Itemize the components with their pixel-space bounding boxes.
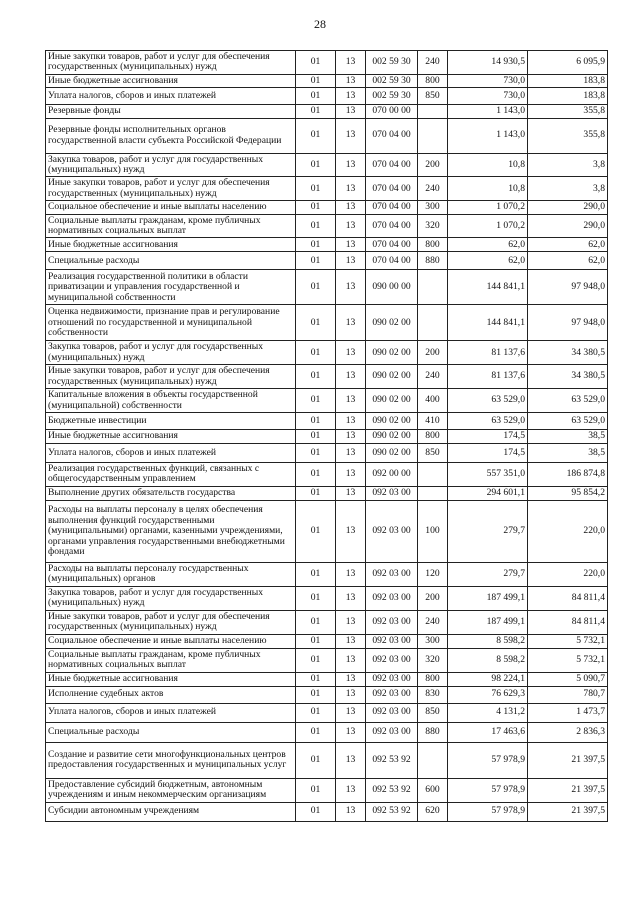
section-code: 01	[296, 305, 336, 341]
table-row	[46, 742, 608, 778]
row-name: Предоставление субсидий бюджетным, автономным учреждениям и иным некоммерческим организациям	[46, 778, 296, 802]
target-article-code: 070 04 00	[366, 214, 418, 238]
row-name: Расходы на выплаты персоналу государственных (муниципальных) органов	[46, 562, 296, 586]
row-name: Субсидии автономным учреждениям	[46, 802, 296, 821]
amount-planned: 8 598,2	[448, 634, 528, 648]
amount-executed: 220,0	[528, 500, 608, 562]
expense-type-code: 800	[418, 672, 448, 686]
amount-planned: 279,7	[448, 500, 528, 562]
table-row	[46, 778, 608, 802]
target-article-code: 092 53 92	[366, 742, 418, 778]
target-article-code: 092 53 92	[366, 778, 418, 802]
table-row	[46, 648, 608, 672]
amount-planned: 17 463,6	[448, 722, 528, 742]
amount-executed: 97 948,0	[528, 270, 608, 305]
amount-executed: 290,0	[528, 214, 608, 238]
subsection-code: 13	[336, 389, 366, 413]
section-code: 01	[296, 742, 336, 778]
subsection-code: 13	[336, 742, 366, 778]
table-row	[46, 238, 608, 252]
expense-type-code: 850	[418, 703, 448, 722]
target-article-code: 092 03 00	[366, 703, 418, 722]
amount-planned: 187 499,1	[448, 586, 528, 610]
table-row	[46, 672, 608, 686]
expense-type-code: 200	[418, 153, 448, 177]
table-row	[46, 586, 608, 610]
row-name: Уплата налогов, сборов и иных платежей	[46, 88, 296, 105]
section-code: 01	[296, 429, 336, 443]
table-row	[46, 500, 608, 562]
section-code: 01	[296, 412, 336, 429]
target-article-code: 070 04 00	[366, 118, 418, 153]
expense-type-code: 800	[418, 238, 448, 252]
expense-type-code: 240	[418, 51, 448, 75]
section-code: 01	[296, 778, 336, 802]
target-article-code: 090 02 00	[366, 443, 418, 462]
target-article-code: 092 03 00	[366, 686, 418, 703]
target-article-code: 092 03 00	[366, 500, 418, 562]
amount-planned: 62,0	[448, 238, 528, 252]
amount-planned: 1 143,0	[448, 118, 528, 153]
amount-executed: 3,8	[528, 177, 608, 201]
table-row	[46, 365, 608, 389]
target-article-code: 092 53 92	[366, 802, 418, 821]
expense-type-code: 200	[418, 586, 448, 610]
subsection-code: 13	[336, 562, 366, 586]
expense-type-code: 850	[418, 88, 448, 105]
target-article-code: 070 00 00	[366, 105, 418, 118]
amount-planned: 98 224,1	[448, 672, 528, 686]
amount-planned: 144 841,1	[448, 270, 528, 305]
target-article-code: 090 02 00	[366, 429, 418, 443]
expense-type-code: 400	[418, 389, 448, 413]
row-name: Уплата налогов, сборов и иных платежей	[46, 443, 296, 462]
subsection-code: 13	[336, 238, 366, 252]
expense-type-code: 800	[418, 429, 448, 443]
section-code: 01	[296, 722, 336, 742]
target-article-code: 002 59 30	[366, 74, 418, 87]
expense-type-code: 300	[418, 634, 448, 648]
expense-type-code: 620	[418, 802, 448, 821]
row-name: Иные закупки товаров, работ и услуг для обеспечения государственных (муниципальных) нужд	[46, 610, 296, 634]
target-article-code: 090 02 00	[366, 305, 418, 341]
amount-planned: 730,0	[448, 74, 528, 87]
row-name: Иные бюджетные ассигнования	[46, 238, 296, 252]
section-code: 01	[296, 462, 336, 486]
section-code: 01	[296, 443, 336, 462]
section-code: 01	[296, 270, 336, 305]
row-name: Оценка недвижимости, признание прав и регулирование отношений по государственной и муниципальной собственности	[46, 305, 296, 341]
expense-type-code: 240	[418, 365, 448, 389]
subsection-code: 13	[336, 201, 366, 214]
expense-type-code: 850	[418, 443, 448, 462]
subsection-code: 13	[336, 177, 366, 201]
subsection-code: 13	[336, 778, 366, 802]
row-name: Социальные выплаты гражданам, кроме публичных нормативных социальных выплат	[46, 214, 296, 238]
expense-type-code: 880	[418, 252, 448, 270]
amount-executed: 34 380,5	[528, 365, 608, 389]
amount-planned: 8 598,2	[448, 648, 528, 672]
row-name: Создание и развитие сети многофункциональных центров предоставления государственных и муниципальных услуг	[46, 742, 296, 778]
table-row	[46, 686, 608, 703]
amount-planned: 174,5	[448, 443, 528, 462]
expense-type-code: 800	[418, 74, 448, 87]
amount-planned: 14 930,5	[448, 51, 528, 75]
expense-type-code	[418, 462, 448, 486]
row-name: Исполнение судебных актов	[46, 686, 296, 703]
target-article-code: 070 04 00	[366, 153, 418, 177]
table-row	[46, 51, 608, 75]
section-code: 01	[296, 118, 336, 153]
section-code: 01	[296, 486, 336, 500]
row-name: Резервные фонды исполнительных органов государственной власти субъекта Российской Федерации	[46, 118, 296, 153]
table-row	[46, 703, 608, 722]
target-article-code: 090 02 00	[366, 412, 418, 429]
subsection-code: 13	[336, 429, 366, 443]
amount-planned: 174,5	[448, 429, 528, 443]
subsection-code: 13	[336, 252, 366, 270]
expense-type-code	[418, 118, 448, 153]
target-article-code: 092 03 00	[366, 586, 418, 610]
subsection-code: 13	[336, 412, 366, 429]
amount-planned: 1 070,2	[448, 214, 528, 238]
amount-planned: 57 978,9	[448, 742, 528, 778]
section-code: 01	[296, 365, 336, 389]
page-number: 28	[314, 17, 326, 31]
subsection-code: 13	[336, 462, 366, 486]
expense-type-code	[418, 105, 448, 118]
subsection-code: 13	[336, 672, 366, 686]
expense-type-code: 600	[418, 778, 448, 802]
row-name: Иные закупки товаров, работ и услуг для обеспечения государственных (муниципальных) нужд	[46, 177, 296, 201]
amount-executed: 95 854,2	[528, 486, 608, 500]
amount-planned: 1 143,0	[448, 105, 528, 118]
row-name: Уплата налогов, сборов и иных платежей	[46, 703, 296, 722]
table-row	[46, 214, 608, 238]
table-row	[46, 270, 608, 305]
section-code: 01	[296, 802, 336, 821]
amount-executed: 21 397,5	[528, 742, 608, 778]
target-article-code: 002 59 30	[366, 88, 418, 105]
row-name: Резервные фонды	[46, 105, 296, 118]
table-row	[46, 305, 608, 341]
row-name: Реализация государственных функций, связанных с общегосударственным управлением	[46, 462, 296, 486]
section-code: 01	[296, 105, 336, 118]
subsection-code: 13	[336, 105, 366, 118]
row-name: Выполнение других обязательств государства	[46, 486, 296, 500]
section-code: 01	[296, 341, 336, 365]
subsection-code: 13	[336, 802, 366, 821]
amount-executed: 183,8	[528, 74, 608, 87]
amount-executed: 355,8	[528, 105, 608, 118]
row-name: Иные бюджетные ассигнования	[46, 429, 296, 443]
section-code: 01	[296, 634, 336, 648]
expense-type-code: 120	[418, 562, 448, 586]
amount-planned: 279,7	[448, 562, 528, 586]
amount-executed: 290,0	[528, 201, 608, 214]
table-row	[46, 153, 608, 177]
expense-type-code: 320	[418, 648, 448, 672]
amount-executed: 1 473,7	[528, 703, 608, 722]
amount-executed: 355,8	[528, 118, 608, 153]
expense-type-code: 880	[418, 722, 448, 742]
row-name: Расходы на выплаты персоналу в целях обеспечения выполнения функций государственными (муниципальными) органами, казенными учреждениями, органами управления государственными внебюджетными фондами	[46, 500, 296, 562]
budget-table-body	[46, 51, 608, 822]
amount-planned: 62,0	[448, 252, 528, 270]
amount-planned: 81 137,6	[448, 341, 528, 365]
amount-executed: 5 732,1	[528, 634, 608, 648]
amount-executed: 21 397,5	[528, 802, 608, 821]
target-article-code: 092 03 00	[366, 648, 418, 672]
subsection-code: 13	[336, 153, 366, 177]
amount-planned: 57 978,9	[448, 778, 528, 802]
amount-executed: 38,5	[528, 443, 608, 462]
amount-executed: 2 836,3	[528, 722, 608, 742]
expense-type-code	[418, 270, 448, 305]
row-name: Закупка товаров, работ и услуг для государственных (муниципальных) нужд	[46, 153, 296, 177]
subsection-code: 13	[336, 443, 366, 462]
section-code: 01	[296, 177, 336, 201]
row-name: Капитальные вложения в объекты государственной (муниципальной) собственности	[46, 389, 296, 413]
table-row	[46, 74, 608, 87]
subsection-code: 13	[336, 341, 366, 365]
target-article-code: 002 59 30	[366, 51, 418, 75]
expense-type-code: 100	[418, 500, 448, 562]
target-article-code: 092 03 00	[366, 634, 418, 648]
amount-planned: 1 070,2	[448, 201, 528, 214]
expense-type-code: 320	[418, 214, 448, 238]
row-name: Иные закупки товаров, работ и услуг для обеспечения государственных (муниципальных) нужд	[46, 51, 296, 75]
table-row	[46, 610, 608, 634]
row-name: Бюджетные инвестиции	[46, 412, 296, 429]
amount-executed: 780,7	[528, 686, 608, 703]
amount-executed: 6 095,9	[528, 51, 608, 75]
amount-executed: 3,8	[528, 153, 608, 177]
table-row	[46, 562, 608, 586]
amount-executed: 5 090,7	[528, 672, 608, 686]
table-row	[46, 722, 608, 742]
section-code: 01	[296, 252, 336, 270]
table-row	[46, 462, 608, 486]
amount-planned: 187 499,1	[448, 610, 528, 634]
amount-executed: 220,0	[528, 562, 608, 586]
table-row	[46, 389, 608, 413]
table-row	[46, 88, 608, 105]
section-code: 01	[296, 238, 336, 252]
amount-executed: 62,0	[528, 238, 608, 252]
amount-executed: 63 529,0	[528, 389, 608, 413]
subsection-code: 13	[336, 74, 366, 87]
section-code: 01	[296, 389, 336, 413]
amount-planned: 294 601,1	[448, 486, 528, 500]
section-code: 01	[296, 88, 336, 105]
section-code: 01	[296, 648, 336, 672]
section-code: 01	[296, 610, 336, 634]
amount-planned: 10,8	[448, 153, 528, 177]
expense-type-code	[418, 305, 448, 341]
target-article-code: 092 03 00	[366, 672, 418, 686]
row-name: Специальные расходы	[46, 252, 296, 270]
section-code: 01	[296, 586, 336, 610]
amount-planned: 557 351,0	[448, 462, 528, 486]
section-code: 01	[296, 672, 336, 686]
amount-executed: 5 732,1	[528, 648, 608, 672]
subsection-code: 13	[336, 214, 366, 238]
amount-planned: 4 131,2	[448, 703, 528, 722]
subsection-code: 13	[336, 722, 366, 742]
expense-type-code: 200	[418, 341, 448, 365]
subsection-code: 13	[336, 270, 366, 305]
target-article-code: 090 02 00	[366, 365, 418, 389]
table-row	[46, 443, 608, 462]
budget-table	[45, 50, 608, 822]
amount-planned: 63 529,0	[448, 389, 528, 413]
amount-executed: 63 529,0	[528, 412, 608, 429]
target-article-code: 092 03 00	[366, 562, 418, 586]
target-article-code: 070 04 00	[366, 177, 418, 201]
row-name: Иные бюджетные ассигнования	[46, 672, 296, 686]
row-name: Иные закупки товаров, работ и услуг для обеспечения государственных (муниципальных) нужд	[46, 365, 296, 389]
amount-executed: 186 874,8	[528, 462, 608, 486]
subsection-code: 13	[336, 305, 366, 341]
section-code: 01	[296, 686, 336, 703]
row-name: Реализация государственной политики в области приватизации и управления государственной и муниципальной собственности	[46, 270, 296, 305]
subsection-code: 13	[336, 610, 366, 634]
target-article-code: 092 03 00	[366, 610, 418, 634]
amount-planned: 57 978,9	[448, 802, 528, 821]
subsection-code: 13	[336, 634, 366, 648]
subsection-code: 13	[336, 648, 366, 672]
expense-type-code: 410	[418, 412, 448, 429]
section-code: 01	[296, 51, 336, 75]
amount-executed: 21 397,5	[528, 778, 608, 802]
subsection-code: 13	[336, 500, 366, 562]
section-code: 01	[296, 153, 336, 177]
table-row	[46, 118, 608, 153]
target-article-code: 090 02 00	[366, 341, 418, 365]
subsection-code: 13	[336, 118, 366, 153]
subsection-code: 13	[336, 586, 366, 610]
amount-planned: 144 841,1	[448, 305, 528, 341]
row-name: Социальные выплаты гражданам, кроме публичных нормативных социальных выплат	[46, 648, 296, 672]
table-row	[46, 412, 608, 429]
row-name: Закупка товаров, работ и услуг для государственных (муниципальных) нужд	[46, 341, 296, 365]
table-row	[46, 201, 608, 214]
section-code: 01	[296, 562, 336, 586]
amount-executed: 97 948,0	[528, 305, 608, 341]
target-article-code: 092 03 00	[366, 722, 418, 742]
section-code: 01	[296, 201, 336, 214]
amount-executed: 38,5	[528, 429, 608, 443]
table-row	[46, 429, 608, 443]
expense-type-code: 300	[418, 201, 448, 214]
table-row	[46, 105, 608, 118]
table-row	[46, 802, 608, 821]
expense-type-code	[418, 486, 448, 500]
table-row	[46, 252, 608, 270]
amount-planned: 10,8	[448, 177, 528, 201]
expense-type-code: 830	[418, 686, 448, 703]
expense-type-code: 240	[418, 610, 448, 634]
table-row	[46, 634, 608, 648]
subsection-code: 13	[336, 686, 366, 703]
target-article-code: 070 04 00	[366, 252, 418, 270]
row-name: Закупка товаров, работ и услуг для государственных (муниципальных) нужд	[46, 586, 296, 610]
subsection-code: 13	[336, 365, 366, 389]
subsection-code: 13	[336, 486, 366, 500]
row-name: Социальное обеспечение и иные выплаты населению	[46, 634, 296, 648]
amount-executed: 183,8	[528, 88, 608, 105]
target-article-code: 070 04 00	[366, 238, 418, 252]
subsection-code: 13	[336, 703, 366, 722]
section-code: 01	[296, 500, 336, 562]
amount-executed: 84 811,4	[528, 610, 608, 634]
amount-planned: 76 629,3	[448, 686, 528, 703]
amount-executed: 84 811,4	[528, 586, 608, 610]
section-code: 01	[296, 214, 336, 238]
amount-planned: 63 529,0	[448, 412, 528, 429]
target-article-code: 092 00 00	[366, 462, 418, 486]
amount-executed: 34 380,5	[528, 341, 608, 365]
subsection-code: 13	[336, 51, 366, 75]
target-article-code: 092 03 00	[366, 486, 418, 500]
target-article-code: 090 02 00	[366, 389, 418, 413]
target-article-code: 070 04 00	[366, 201, 418, 214]
row-name: Иные бюджетные ассигнования	[46, 74, 296, 87]
table-row	[46, 486, 608, 500]
row-name: Социальное обеспечение и иные выплаты населению	[46, 201, 296, 214]
table-row	[46, 341, 608, 365]
target-article-code: 090 00 00	[366, 270, 418, 305]
table-row	[46, 177, 608, 201]
expense-type-code	[418, 742, 448, 778]
subsection-code: 13	[336, 88, 366, 105]
amount-planned: 730,0	[448, 88, 528, 105]
amount-planned: 81 137,6	[448, 365, 528, 389]
row-name: Специальные расходы	[46, 722, 296, 742]
expense-type-code: 240	[418, 177, 448, 201]
section-code: 01	[296, 703, 336, 722]
section-code: 01	[296, 74, 336, 87]
amount-executed: 62,0	[528, 252, 608, 270]
